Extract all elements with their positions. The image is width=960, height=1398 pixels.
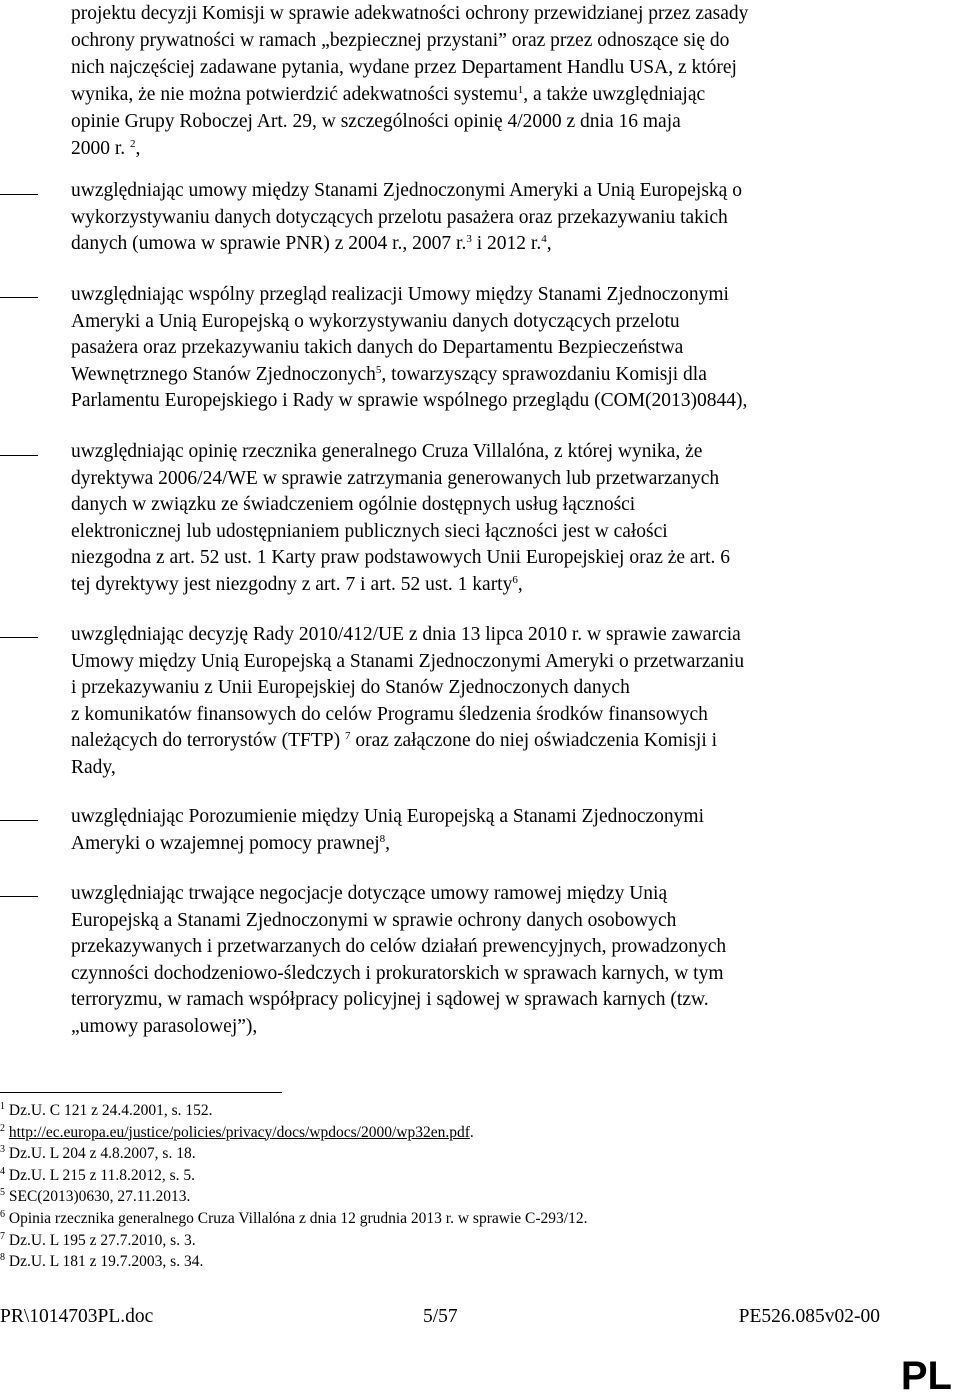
footnote-number: 5	[0, 1187, 5, 1199]
dash-bullet	[0, 297, 38, 298]
footnotes	[0, 1100, 900, 1273]
footnote	[0, 1165, 900, 1187]
dash-bullet	[0, 637, 38, 638]
text-line: uwzględniając decyzję Rady 2010/412/UE z dnia 13 lipca 2010 r. w sprawie zawarcia	[71, 624, 741, 645]
footnote-ref[interactable]: 7	[345, 730, 351, 743]
text-line	[71, 231, 871, 258]
footnote	[0, 1143, 900, 1165]
text-line: elektronicznej lub udostępnianiem publicznych sieci łączności jest w całości	[71, 520, 668, 542]
footnote	[0, 1230, 900, 1252]
footnote-text: Dz.U. L 215 z 11.8.2012, s. 5.	[5, 1166, 195, 1184]
recital-paragraph	[71, 804, 871, 857]
recital-paragraph	[71, 622, 871, 782]
footnote-number: 3	[0, 1144, 5, 1156]
text-line	[71, 135, 871, 162]
footnote-link[interactable]: http://ec.europa.eu/justice/policies/privacy/docs/wpdocs/2000/wp32en.pdf	[8, 1123, 470, 1141]
footnote-ref[interactable]: 3	[466, 233, 472, 246]
recital-paragraph	[71, 282, 871, 415]
text-line	[71, 728, 871, 755]
dash-bullet	[0, 896, 38, 897]
text-line: Rady,	[71, 756, 116, 778]
text-line: danych w związku ze świadczeniem ogólnie dostępnych usług łączności	[71, 494, 636, 516]
text-span: 2000 r.	[71, 138, 126, 159]
text-line: z komunikatów finansowych do celów Programu śledzenia środków finansowych	[71, 703, 708, 725]
language-code: PL	[900, 1354, 952, 1398]
footnote-ref[interactable]: 2	[130, 138, 136, 150]
footnote-text: SEC(2013)0630, 27.11.2013.	[5, 1188, 191, 1206]
text-line: Europejską a Stanami Zjednoczonymi w sprawie ochrony danych osobowych	[71, 909, 677, 931]
footnote-number: 2	[0, 1122, 5, 1134]
footnote-number: 8	[0, 1252, 5, 1264]
footnote-number: 7	[0, 1230, 5, 1242]
footnote-ref[interactable]: 6	[512, 573, 518, 586]
text-line: nich najczęściej zadawane pytania, wydane przez Departament Handlu USA, z której	[71, 57, 737, 78]
footnote-ref[interactable]: 5	[375, 363, 382, 376]
dash-bullet	[0, 820, 38, 821]
pe-reference: PE526.085v02-00	[738, 1306, 880, 1327]
text-span: ,	[546, 233, 552, 255]
text-span: i 2012 r.	[471, 233, 542, 255]
footnote-ref[interactable]: 1	[517, 84, 524, 96]
footnote-text: .	[469, 1123, 474, 1141]
text-span: , a także uwzględniając	[523, 84, 706, 105]
footnote-text: Opinia rzecznika generalnego Cruza Villalóna z dnia 12 grudnia 2013 r. w sprawie C-293/12.	[5, 1209, 588, 1227]
footnote-number: 6	[0, 1208, 5, 1220]
text-line: ochrony prywatności w ramach „bezpiecznej przystani” oraz przez odnoszące się do	[71, 30, 730, 51]
text-span: , towarzyszący sprawozdaniu Komisji dla	[381, 363, 707, 385]
text-line: wykorzystywaniu danych dotyczących przelotu pasażera oraz przekazywaniu takich	[71, 206, 728, 228]
text-line: „umowy parasolowej”),	[71, 1015, 258, 1037]
footnote-text: Dz.U. L 195 z 27.7.2010, s. 3.	[5, 1231, 196, 1249]
footnote-number: 1	[0, 1101, 5, 1112]
text-span: należących do terrorystów (TFTP)	[71, 730, 341, 752]
recital-paragraph	[71, 881, 871, 1041]
text-line: niezgodna z art. 52 ust. 1 Karty praw podstawowych Unii Europejskiej oraz że art. 6	[71, 547, 731, 569]
recital-paragraph	[71, 439, 871, 599]
text-line	[71, 572, 871, 599]
page-number: 5/57	[423, 1306, 458, 1327]
dash-bullet	[0, 455, 38, 456]
text-span: wynika, że nie można potwierdzić adekwatności systemu	[71, 84, 518, 105]
text-line: uwzględniając wspólny przegląd realizacji Umowy między Stanami Zjednoczonymi	[71, 284, 729, 305]
footnote-number: 4	[0, 1165, 5, 1177]
text-line: Ameryki a Unią Europejską o wykorzystywaniu danych dotyczących przelotu	[71, 310, 680, 332]
footnote-ref[interactable]: 4	[541, 233, 547, 246]
footnote-ref[interactable]: 8	[379, 832, 386, 845]
text-span: ,	[385, 832, 391, 854]
footnote	[0, 1208, 900, 1230]
text-line: Umowy między Unią Europejską a Stanami Zjednoczonymi Ameryki o przetwarzaniu	[71, 650, 745, 672]
text-span: tej dyrektywy jest niezgodny z art. 7 i art. 52 ust. 1 karty	[71, 573, 513, 595]
text-span: ,	[135, 138, 141, 159]
footnote-text: Dz.U. L 204 z 4.8.2007, s. 18.	[5, 1145, 196, 1163]
footnote	[0, 1122, 900, 1144]
text-span: Wewnętrznego Stanów Zjednoczonych	[71, 363, 376, 385]
text-line: czynności dochodzeniowo-śledczych i prokuratorskich w sprawach karnych, w tym	[71, 962, 724, 984]
text-line: uwzględniając opinię rzecznika generalnego Cruza Villalóna, z której wynika, że	[71, 441, 703, 462]
intro-paragraph	[71, 0, 871, 162]
text-span: oraz załączone do niej oświadczenia Komisji i	[350, 730, 718, 752]
text-line: projektu decyzji Komisji w sprawie adekwatności ochrony przewidzianej przez zasady	[71, 3, 749, 24]
text-line: przekazywanych i przetwarzanych do celów działań prewencyjnych, prowadzonych	[71, 936, 727, 958]
text-span: danych (umowa w sprawie PNR) z 2004 r., 2007 r.	[71, 233, 467, 255]
text-line: uwzględniając umowy między Stanami Zjednoczonymi Ameryki a Unią Europejską o	[71, 180, 742, 201]
text-line: uwzględniając trwające negocjacje dotyczące umowy ramowej między Unią	[71, 883, 668, 904]
footnote-separator	[0, 1092, 282, 1093]
text-line: Parlamentu Europejskiego i Rady w sprawie wspólnego przeglądu (COM(2013)0844),	[71, 390, 748, 412]
recital-paragraph	[71, 178, 871, 258]
text-span: ,	[517, 573, 523, 595]
text-span: Ameryki o wzajemnej pomocy prawnej	[71, 832, 380, 854]
dash-bullet	[0, 194, 38, 195]
text-line: uwzględniając Porozumienie między Unią Europejską a Stanami Zjednoczonymi	[71, 806, 705, 827]
text-line: terroryzmu, w ramach współpracy policyjnej i sądowej w sprawach karnych (tzw.	[71, 989, 709, 1011]
text-line: pasażera oraz przekazywaniu takich danych do Departamentu Bezpieczeństwa	[71, 337, 684, 359]
text-line	[71, 81, 871, 108]
footnote-text: Dz.U. L 181 z 19.7.2003, s. 34.	[5, 1253, 204, 1271]
footnote	[0, 1251, 900, 1273]
footnote	[0, 1186, 900, 1208]
text-line	[71, 362, 871, 389]
footnote	[0, 1100, 900, 1122]
document-reference: PR\1014703PL.doc	[0, 1306, 154, 1327]
text-line: opinie Grupy Roboczej Art. 29, w szczególności opinię 4/2000 z dnia 16 maja	[71, 111, 681, 132]
text-line	[71, 831, 871, 858]
footnote-text: Dz.U. C 121 z 24.4.2001, s. 152.	[5, 1102, 213, 1119]
text-line: dyrektywa 2006/24/WE w sprawie zatrzymania generowanych lub przetwarzanych	[71, 467, 720, 489]
text-line: i przekazywaniu z Unii Europejskiej do Stanów Zjednoczonych danych	[71, 677, 630, 699]
